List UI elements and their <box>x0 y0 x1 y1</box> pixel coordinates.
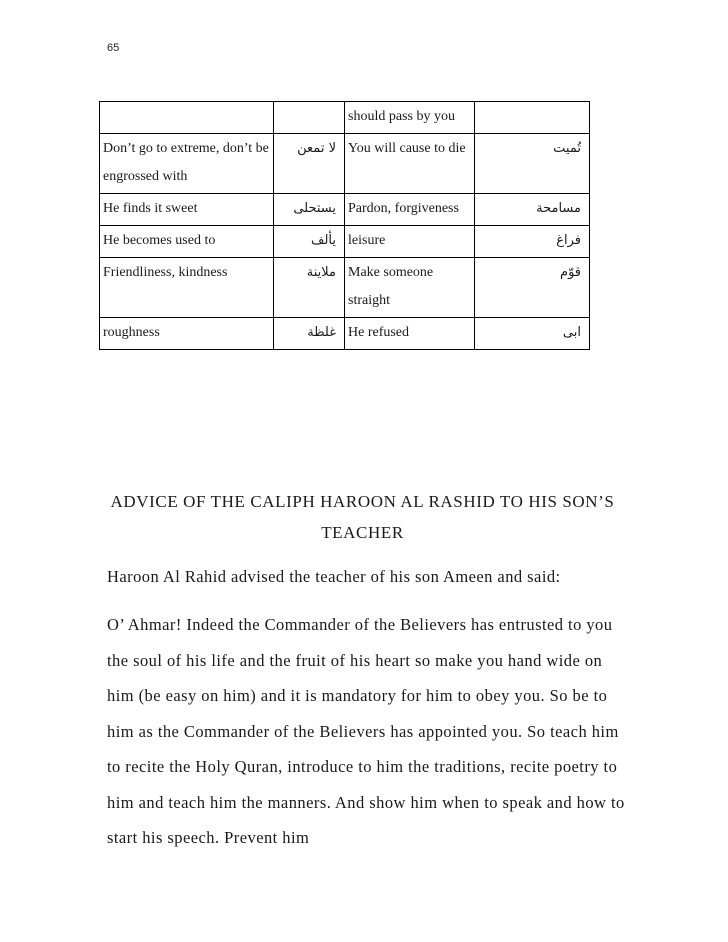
english-meaning-cell: Don’t go to extreme, don’t be engrossed with <box>100 134 274 194</box>
arabic-word-cell: ابى <box>475 318 590 350</box>
english-meaning-cell <box>100 102 274 134</box>
arabic-word-cell <box>274 102 345 134</box>
english-meaning-cell: You will cause to die <box>345 134 475 194</box>
arabic-word-cell: يألف <box>274 226 345 258</box>
english-meaning-cell: Friendliness, kindness <box>100 258 274 318</box>
english-meaning-cell: should pass by you <box>345 102 475 134</box>
arabic-word-cell: تُميت <box>475 134 590 194</box>
arabic-word-cell: قوّم <box>475 258 590 318</box>
arabic-word-cell: مسامحة <box>475 194 590 226</box>
arabic-word-cell: فراغ <box>475 226 590 258</box>
advice-paragraph: O’ Ahmar! Indeed the Commander of the Believers has entrusted to you the soul of his life and the fruit of his heart so make you hand wide on him (be easy on him) and it is mandatory for him to obey you. So be to him as the Commander of the Believers has appointed you. So teach him to recite the Holy Quran, introduce to him the traditions, recite poetry to him and teach him the manners. And show him when to speak and how to start his speech. Prevent him <box>107 615 625 847</box>
table-row <box>100 102 590 134</box>
vocabulary-table <box>99 101 590 350</box>
arabic-word-cell: غلظة <box>274 318 345 350</box>
table-row <box>100 134 590 194</box>
table-row <box>100 258 590 318</box>
table-row <box>100 226 590 258</box>
english-meaning-cell: Make someone straight <box>345 258 475 318</box>
arabic-word-cell: لا تمعن <box>274 134 345 194</box>
english-meaning-cell: roughness <box>100 318 274 350</box>
table-row <box>100 318 590 350</box>
english-meaning-cell: He finds it sweet <box>100 194 274 226</box>
section-heading: ADVICE OF THE CALIPH HAROON AL RASHID TO HIS SON’S TEACHER <box>110 492 615 542</box>
intro-paragraph: Haroon Al Rahid advised the teacher of his son Ameen and said: <box>107 567 561 586</box>
arabic-word-cell: يستحلى <box>274 194 345 226</box>
table-row <box>100 194 590 226</box>
arabic-word-cell: ملاينة <box>274 258 345 318</box>
english-meaning-cell: He refused <box>345 318 475 350</box>
english-meaning-cell: leisure <box>345 226 475 258</box>
arabic-word-cell <box>475 102 590 134</box>
page-number: 65 <box>107 42 120 54</box>
english-meaning-cell: Pardon, forgiveness <box>345 194 475 226</box>
english-meaning-cell: He becomes used to <box>100 226 274 258</box>
